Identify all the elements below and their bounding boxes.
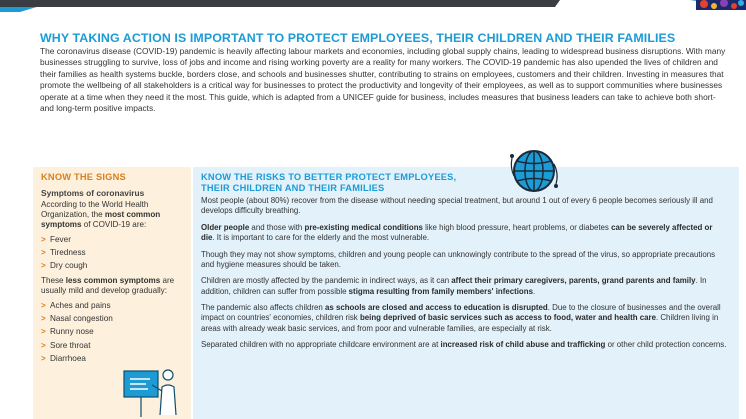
signs-title: KNOW THE SIGNS bbox=[41, 172, 126, 182]
chevron-right-icon: > bbox=[41, 235, 46, 244]
list-item: > Runny nose bbox=[41, 325, 189, 338]
risks-paragraph-separated: Separated children with no appropriate childcare environment are at increased risk of child abuse and trafficking or other child protection concerns. bbox=[201, 340, 727, 350]
chevron-right-icon: > bbox=[41, 340, 46, 350]
list-item: > Nasal congestion bbox=[41, 312, 189, 325]
risks-title: KNOW THE RISKS TO BETTER PROTECT EMPLOYEES, THEIR CHILDREN AND THEIR FAMILIES bbox=[201, 172, 457, 193]
common-symptoms-intro: According to the World Health Organization, the most common symptoms of COVID-19 are: bbox=[41, 200, 161, 229]
risks-paragraph-schools: The pandemic also affects children as schools are closed and access to education is disrupted. Due to the closure of businesses and the overall impact on countries' economies, children risk being deprived of basic services such as access to food, water and health care. Children living in areas with already weak basic services, and from poor and vulnerable families, are especially at risk. bbox=[201, 303, 721, 333]
presenter-icon bbox=[120, 365, 186, 419]
list-item: > Aches and pains bbox=[41, 299, 189, 312]
chevron-right-icon: > bbox=[41, 301, 46, 311]
list-item: > Sore throat bbox=[41, 339, 189, 352]
know-the-risks-panel bbox=[193, 167, 739, 419]
chevron-right-icon: > bbox=[41, 353, 46, 363]
globe-icon bbox=[506, 148, 562, 194]
risks-paragraph-recovery: Most people (about 80%) recover from the disease without needing special treatment, but around 1 out of every 6 people becomes seriously ill and develops difficulty breathing. bbox=[201, 196, 713, 216]
less-common-symptoms-intro: These less common symptoms are usually mild and develop gradually: bbox=[41, 276, 175, 296]
chevron-right-icon: > bbox=[41, 248, 46, 258]
list-item: > Fever bbox=[41, 233, 189, 246]
signs-subtitle: Symptoms of coronavirus bbox=[41, 188, 145, 198]
list-item: > Tiredness bbox=[41, 246, 189, 259]
page-headline: WHY TAKING ACTION IS IMPORTANT TO PROTECT EMPLOYEES, THEIR CHILDREN AND THEIR FAMILIES bbox=[40, 31, 676, 45]
list-item: > Diarrhoea bbox=[41, 352, 189, 365]
risks-paragraph-spread: Though they may not show symptoms, children and young people can unknowingly contribute to the spread of the virus, so appropriate precautions and hygiene measures should be taken. bbox=[201, 249, 716, 269]
colorful-artwork bbox=[646, 0, 746, 12]
top-banner-shapes bbox=[0, 0, 746, 12]
less-common-symptoms-list bbox=[41, 299, 189, 364]
chevron-right-icon: > bbox=[41, 314, 46, 324]
list-item: > Dry cough bbox=[41, 259, 189, 272]
risks-paragraph-vulnerable: Older people and those with pre-existing medical conditions like high blood pressure, heart problems, or diabetes can be severely affected or die. It is important to care for the elderly and the most vulnerable. bbox=[201, 222, 713, 243]
common-symptoms-list bbox=[41, 233, 189, 272]
chevron-right-icon: > bbox=[41, 261, 46, 271]
intro-paragraph: The coronavirus disease (COVID-19) pandemic is heavily affecting labour markets and economies, including global supply chains, leading to widespread business disruptions. With many businesses struggling to survive, loss of jobs and income and rising working poverty are a reality for many workers. The COVID-19 pandemic has also upended the lives of children and their families as health systems buckle, borders close, and schools and businesses shutter, contributing to strains on employees, customers and their children. Investing in measures that promote the wellbeing of all stakeholders is a critical way for businesses to protect the productivity and longevity of their employees, as well as to support communities where businesses operate at a time when they need it the most. This guide, which is adapted from a UNICEF guide for business, includes measures that business leaders can take to achieve both short- and long-term positive impacts. bbox=[40, 46, 726, 114]
risks-paragraph-indirect: Children are mostly affected by the pandemic in indirect ways, as it can affect their primary caregivers, parents, grand parents and family. In addition, children can suffer from possible stigma resulting from family members' infections. bbox=[201, 276, 707, 296]
chevron-right-icon: > bbox=[41, 327, 46, 337]
top-banner bbox=[0, 0, 746, 12]
